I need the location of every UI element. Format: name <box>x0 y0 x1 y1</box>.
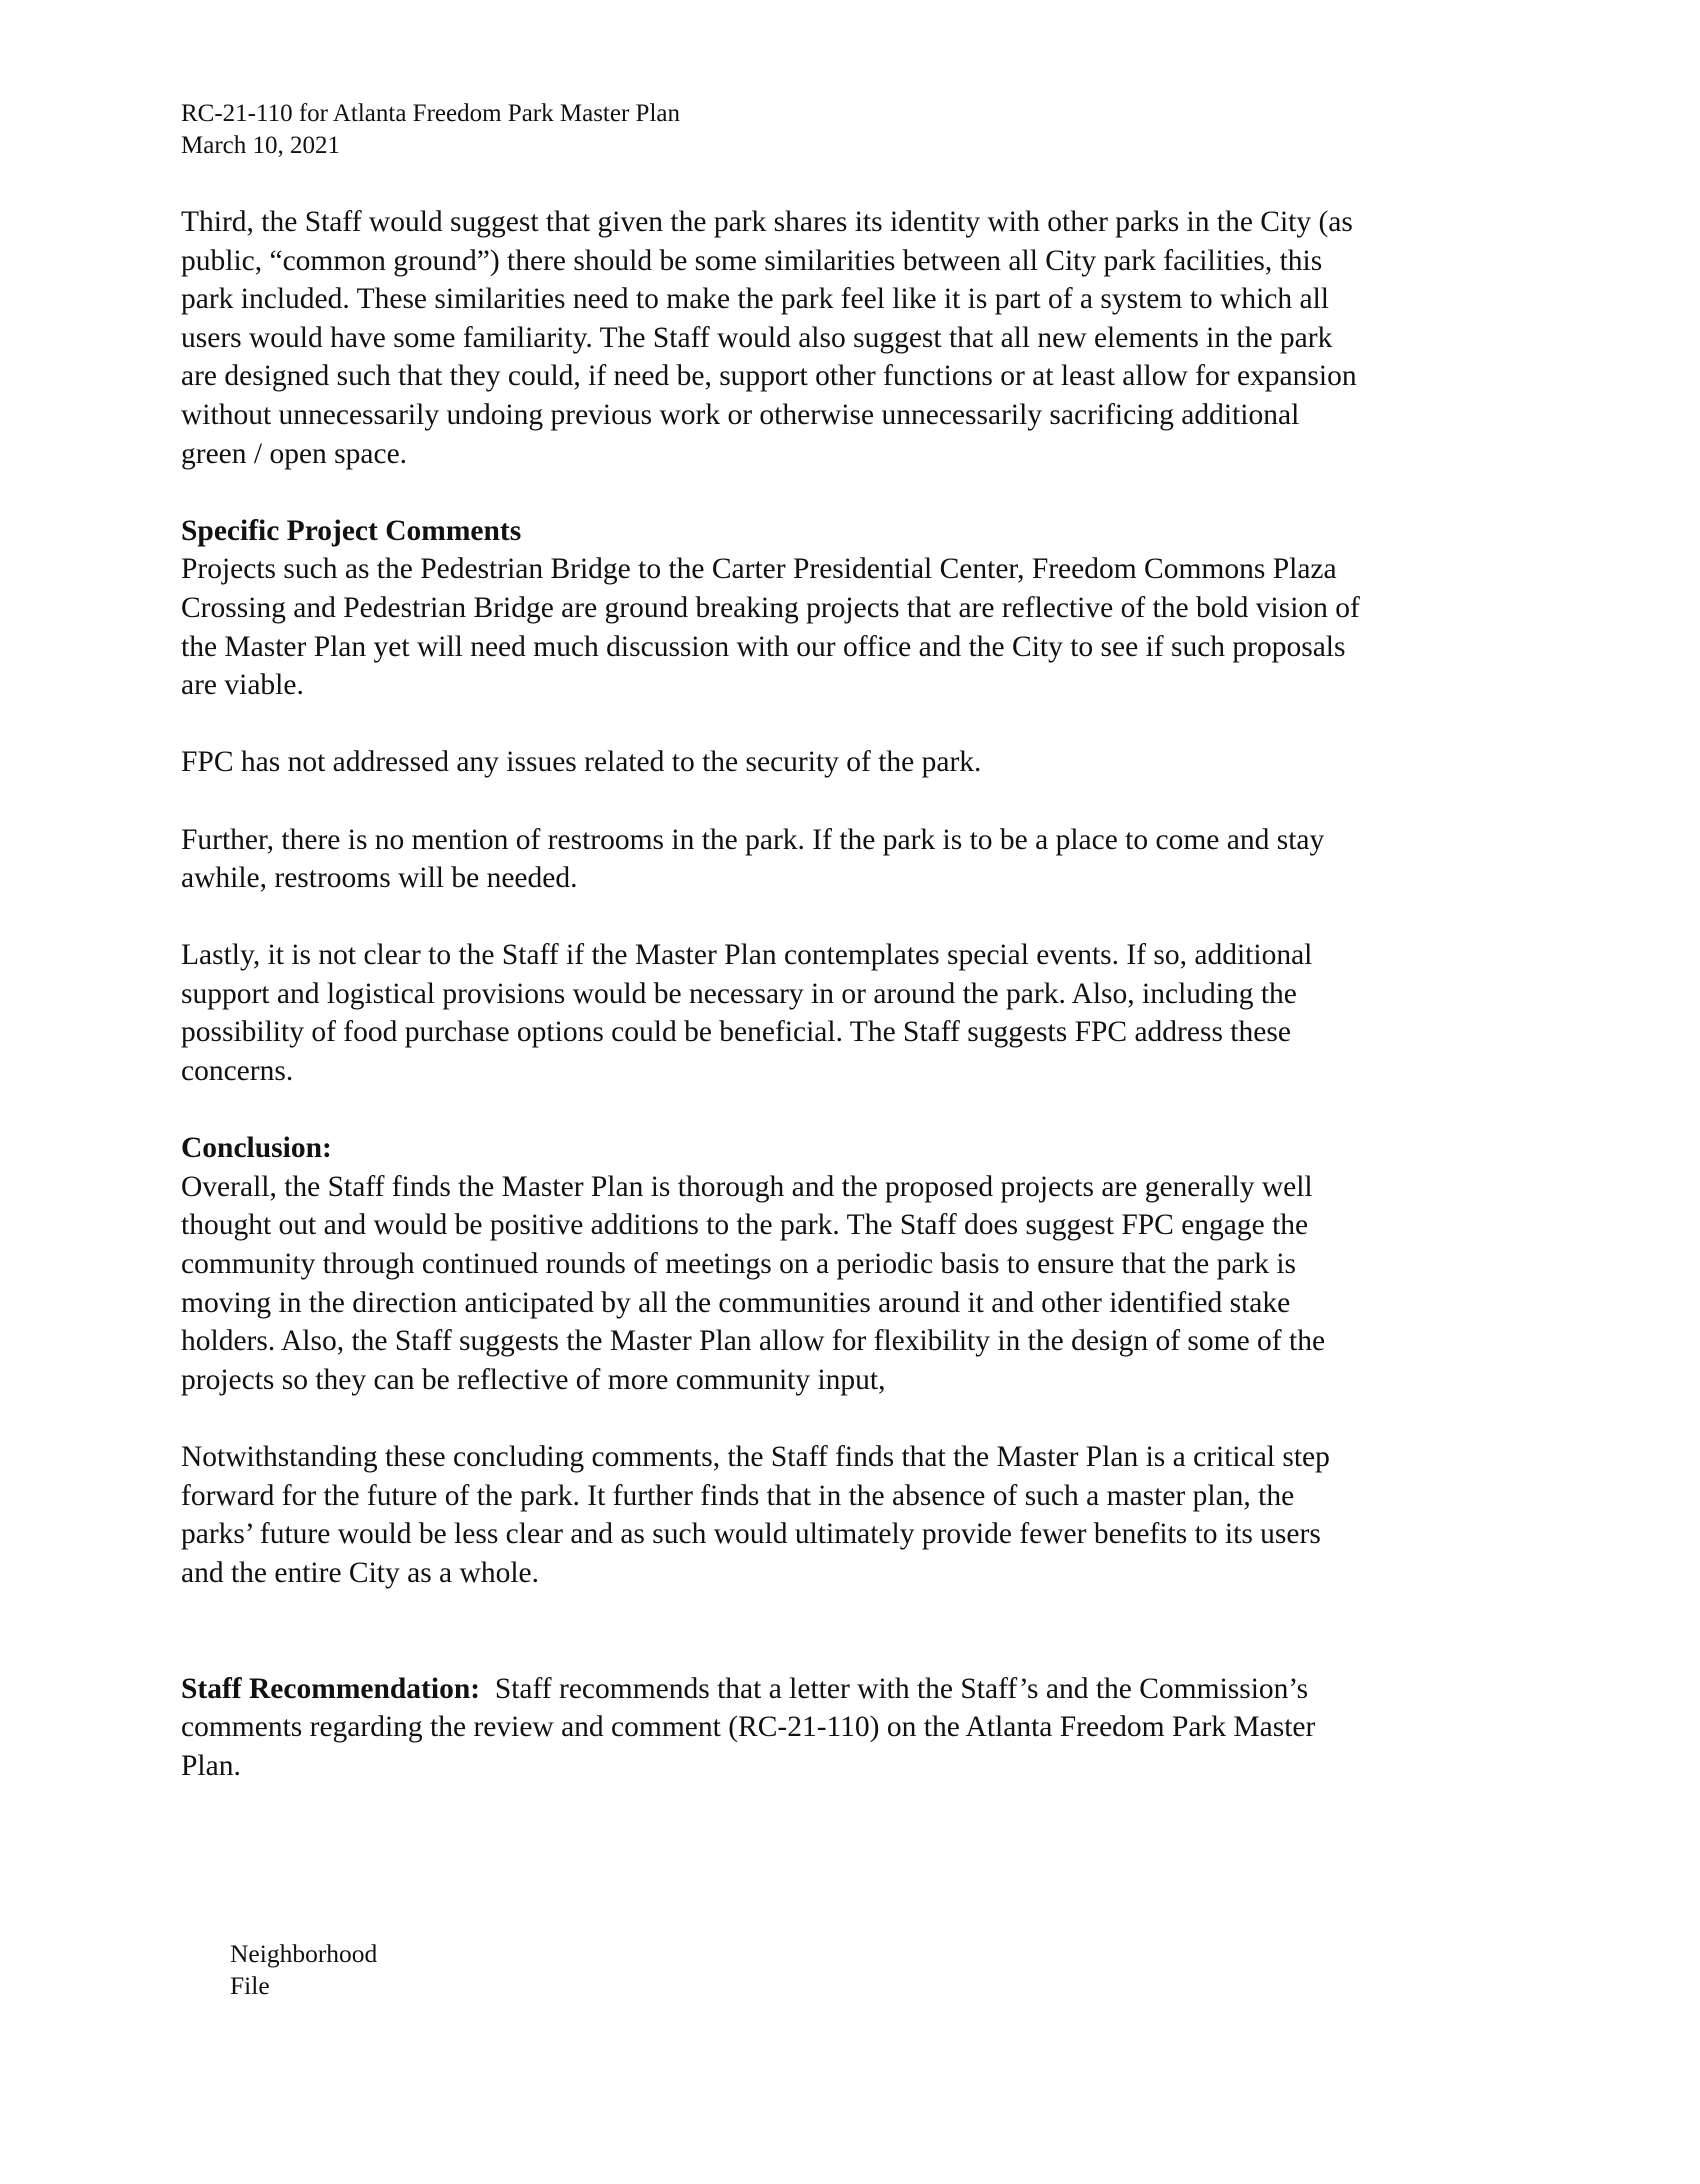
section-heading-specific: Specific Project Comments <box>181 514 522 547</box>
text-line: concerns. <box>181 1055 294 1088</box>
document-body <box>181 203 1526 1785</box>
text-line: Third, the Staff would suggest that given the park shares its identity with other parks in the City (as <box>181 206 1353 238</box>
text-line: Projects such as the Pedestrian Bridge to the Carter Presidential Center, Freedom Commons Plaza <box>181 553 1337 586</box>
text-line: without unnecessarily undoing previous work or otherwise unnecessarily sacrificing additional <box>181 398 1300 431</box>
intro-paragraph <box>181 203 1526 473</box>
text-line: users would have some familiarity. The Staff would also suggest that all new elements in the park <box>181 321 1333 354</box>
recommendation-text: Staff recommends that a letter with the Staff’s and the Commission’s <box>480 1672 1309 1705</box>
text-line: holders. Also, the Staff suggests the Master Plan allow for flexibility in the design of some of the <box>181 1325 1326 1358</box>
cc-item: File <box>230 1971 270 2000</box>
text-line: public, “common ground”) there should be some similarities between all City park facilities, this <box>181 244 1323 277</box>
cc-item: Neighborhood <box>230 1939 378 1968</box>
header-subject: RC-21-110 for Atlanta Freedom Park Master Plan <box>181 100 680 127</box>
text-line: forward for the future of the park. It further finds that in the absence of such a master plan, the <box>181 1479 1295 1512</box>
text-line: Crossing and Pedestrian Bridge are ground breaking projects that are reflective of the bold vision of <box>181 591 1360 624</box>
cc-list <box>230 1938 377 2002</box>
text-line: Overall, the Staff finds the Master Plan is thorough and the proposed projects are generally well <box>181 1170 1313 1203</box>
text-line: awhile, restrooms will be needed. <box>181 862 578 895</box>
text-line: Plan. <box>181 1749 241 1782</box>
text-line: projects so they can be reflective of more community input, <box>181 1363 886 1396</box>
text-line: the Master Plan yet will need much discussion with our office and the City to see if such proposals <box>181 630 1346 663</box>
security-paragraph: FPC has not addressed any issues related to the security of the park. <box>181 746 982 779</box>
text-line: and the entire City as a whole. <box>181 1556 539 1589</box>
text-line: park included. These similarities need to make the park feel like it is part of a system to which all <box>181 283 1329 316</box>
text-line: comments regarding the review and comment (RC-21-110) on the Atlanta Freedom Park Master <box>181 1711 1316 1744</box>
text-line: moving in the direction anticipated by all the communities around it and other identified stake <box>181 1286 1291 1319</box>
text-line: green / open space. <box>181 437 408 470</box>
text-line: Notwithstanding these concluding comments, the Staff finds that the Master Plan is a critical step <box>181 1441 1330 1473</box>
conclusion-section <box>181 1129 1526 1592</box>
specific-comments-section <box>181 512 1526 1091</box>
text-line <box>181 1670 1526 1709</box>
text-line: Lastly, it is not clear to the Staff if the Master Plan contemplates special events. If so, additional <box>181 939 1313 972</box>
recommendation-section <box>181 1670 1526 1786</box>
header-date: March 10, 2021 <box>181 132 340 159</box>
text-line: are viable. <box>181 669 304 702</box>
text-line: parks’ future would be less clear and as such would ultimately provide fewer benefits to its users <box>181 1518 1321 1551</box>
document-header <box>181 98 680 162</box>
text-line: community through continued rounds of meetings on a periodic basis to ensure that the park is <box>181 1248 1297 1281</box>
text-line: possibility of food purchase options could be beneficial. The Staff suggests FPC address these <box>181 1016 1291 1049</box>
text-line: support and logistical provisions would be necessary in or around the park. Also, including the <box>181 977 1297 1010</box>
text-line: thought out and would be positive additions to the park. The Staff does suggest FPC engage the <box>181 1209 1309 1242</box>
recommendation-label: Staff Recommendation: <box>181 1672 481 1705</box>
text-line: are designed such that they could, if need be, support other functions or at least allow for expansion <box>181 360 1357 393</box>
section-heading-conclusion: Conclusion: <box>181 1132 332 1165</box>
text-line: Further, there is no mention of restrooms in the park. If the park is to be a place to come and stay <box>181 823 1325 856</box>
